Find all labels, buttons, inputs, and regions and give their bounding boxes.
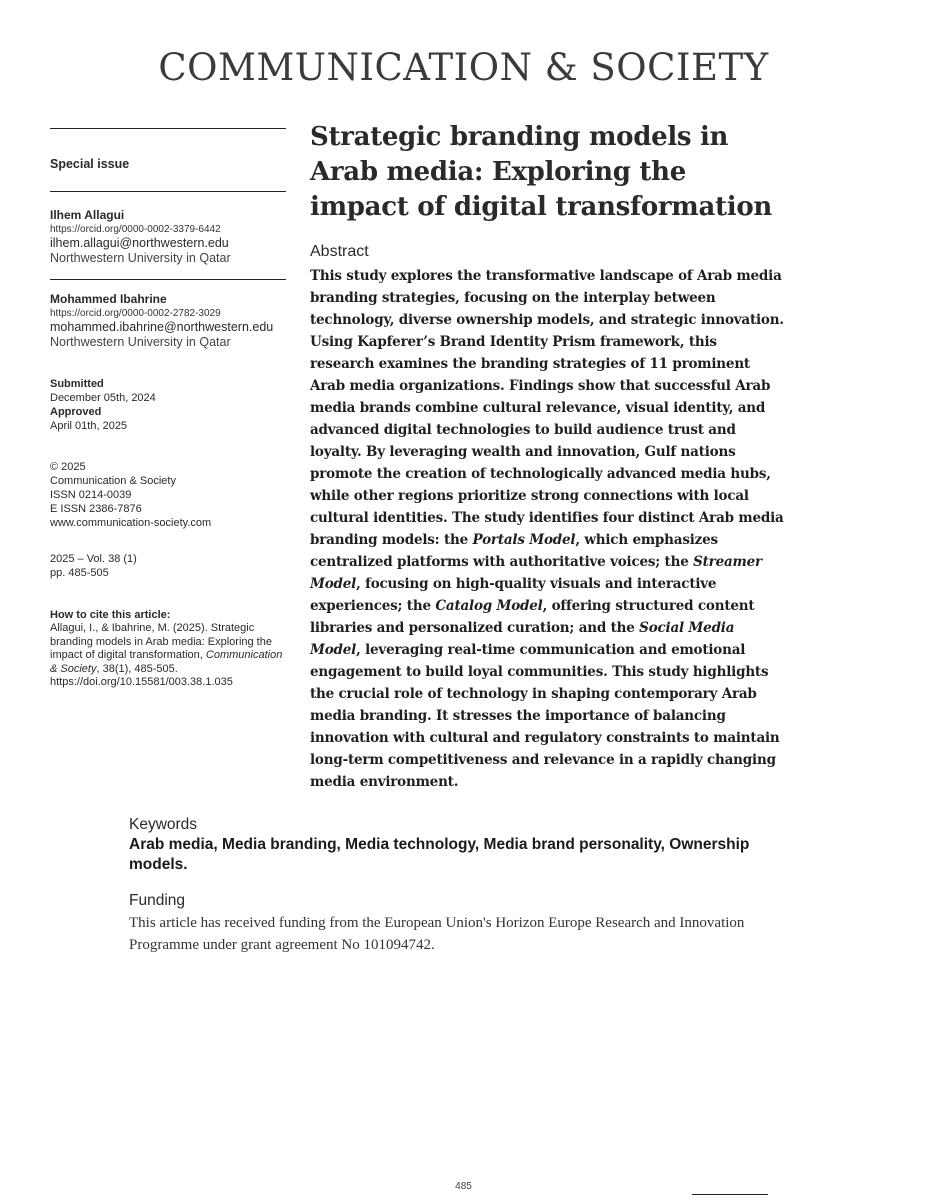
abstract-heading: Abstract bbox=[310, 243, 369, 260]
citation-label: How to cite this article: bbox=[50, 609, 171, 621]
submitted-date: December 05th, 2024 bbox=[50, 392, 156, 404]
funding-heading: Funding bbox=[129, 892, 186, 909]
author-affiliation: Northwestern University in Qatar bbox=[50, 335, 231, 349]
copyright-journal: Communication & Society bbox=[50, 475, 176, 487]
journal-website-link[interactable]: www.communication-society.com bbox=[50, 517, 212, 529]
author-orcid-link[interactable]: https://orcid.org/0000-0002-3379-6442 bbox=[50, 224, 221, 235]
keywords-list: Arab media, Media branding, Media technology, Media brand personality, Ownership models. bbox=[129, 836, 750, 873]
author-email-link[interactable]: mohammed.ibahrine@northwestern.edu bbox=[50, 320, 274, 334]
article-sidebar bbox=[50, 128, 288, 690]
eissn: E ISSN 2386-7876 bbox=[50, 503, 142, 515]
approved-label: Approved bbox=[50, 406, 102, 418]
submitted-label: Submitted bbox=[50, 378, 104, 390]
copyright-year: © 2025 bbox=[50, 461, 86, 473]
section-label: Special issue bbox=[50, 157, 130, 171]
issn: ISSN 0214-0039 bbox=[50, 489, 132, 501]
citation-block bbox=[50, 608, 288, 690]
keywords-heading: Keywords bbox=[129, 816, 198, 833]
volume-info: 2025 – Vol. 38 (1) bbox=[50, 553, 137, 565]
author-name: Ilhem Allagui bbox=[50, 208, 125, 222]
volume-block bbox=[50, 552, 288, 580]
sidebar-rule bbox=[50, 191, 286, 192]
copyright-block bbox=[50, 460, 288, 530]
page-range: pp. 485-505 bbox=[50, 567, 109, 579]
author-email-link[interactable]: ilhem.allagui@northwestern.edu bbox=[50, 236, 229, 250]
citation-text: Allagui, I., & Ibahrine, M. (2025). Strategic branding models in Arab media: Exploring the impact of digital transformation, Communication & Society, 38(1), 485-505. bbox=[50, 622, 283, 675]
author-affiliation: Northwestern University in Qatar bbox=[50, 251, 231, 265]
abstract-text: This study explores the transformative landscape of Arab media branding strategies, focusing on the interplay between technology, diverse ownership models, and strategic innovation. Using Kapferer’s Brand Identity Prism framework, this research examines the branding strategies of 11 prominent Arab media organizations. Findings show that successful Arab media brands combine cultural relevance, visual identity, and advanced digital technologies to build audience trust and loyalty. By leveraging wealth and innovation, Gulf nations promote the creation of technologically advanced media hubs, while other regions prioritize strong connections with local cultural identities. The study identifies four distinct Arab media branding models: the Portals Model, which emphasizes centralized platforms with authoritative voices; the Streamer Model, focusing on high-quality visuals and interactive experiences; the Catalog Model, offering structured content libraries and personalized curation; and the Social Media Model, leveraging real-time communication and emotional engagement to build loyal communities. This study highlights the crucial role of technology in shaping contemporary Arab media branding. It stresses the importance of balancing innovation with cultural and regulatory constraints to maintain long-term competitiveness and relevance in a rapidly changing media environment. bbox=[310, 268, 784, 790]
author-block bbox=[50, 208, 288, 266]
funding-text: This article has received funding from the European Union's Horizon Europe Research and Innovation Programme under grant agreement No 101094742. bbox=[129, 915, 745, 953]
author-block bbox=[50, 292, 288, 350]
article-title: Strategic branding models in Arab media: Exploring the impact of digital transformation bbox=[310, 122, 772, 222]
journal-title: COMMUNICATION & SOCIETY bbox=[158, 46, 769, 89]
author-orcid-link[interactable]: https://orcid.org/0000-0002-2782-3029 bbox=[50, 308, 221, 319]
author-name: Mohammed Ibahrine bbox=[50, 292, 167, 306]
sidebar-top-rule bbox=[50, 128, 286, 129]
approved-date: April 01th, 2025 bbox=[50, 420, 128, 432]
dates-block bbox=[50, 377, 288, 433]
page-number: 485 bbox=[455, 1181, 472, 1192]
sidebar-rule bbox=[50, 279, 286, 280]
doi-link[interactable]: https://doi.org/10.15581/003.38.1.035 bbox=[50, 676, 233, 688]
footer-rule bbox=[692, 1194, 768, 1195]
